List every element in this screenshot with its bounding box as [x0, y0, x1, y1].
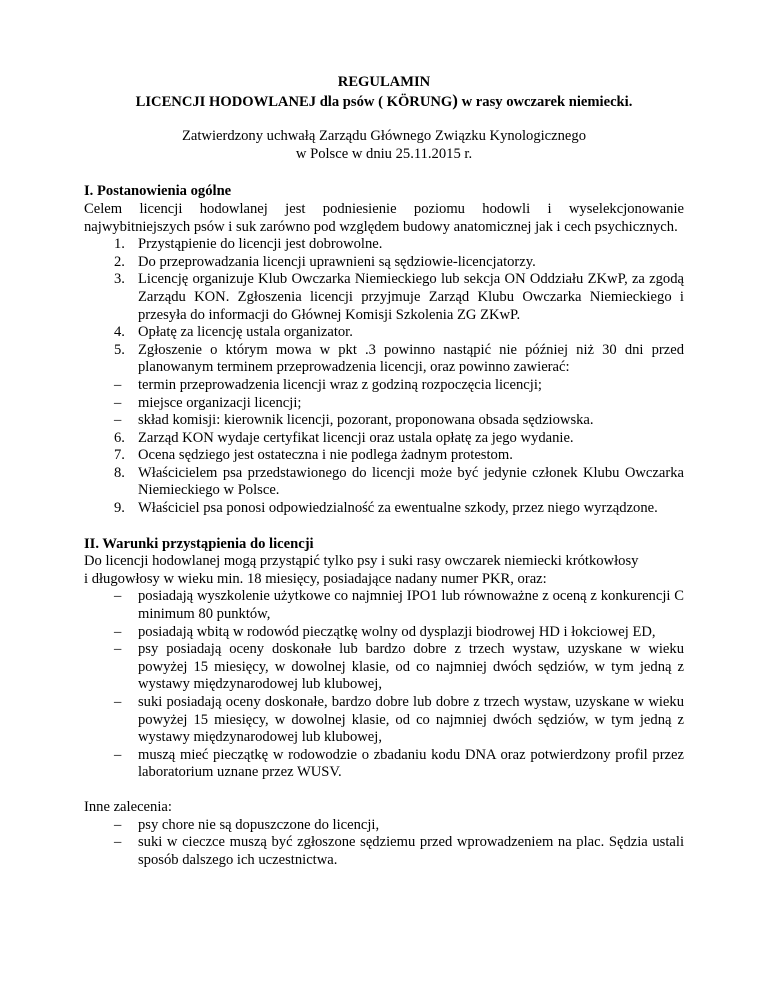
list-item [84, 747, 684, 782]
list-marker: – [114, 746, 122, 763]
list-item [84, 694, 684, 747]
list-marker: – [114, 623, 122, 640]
list-item [84, 500, 684, 518]
list-item-text: muszą mieć pieczątkę w rodowodzie o zbadaniu kodu DNA oraz potwierdzony profil przez laboratorium uznane przez WUSV. [138, 746, 684, 781]
list-item [84, 817, 684, 835]
list-marker: – [114, 641, 122, 658]
list-item [84, 641, 684, 694]
approval-note [84, 128, 684, 163]
list-marker: 3. [114, 271, 125, 288]
list-item-text: suki w cieczce muszą być zgłoszone sędziemu przed wprowadzeniem na plac. Sędzia ustali sposób dalszego ich uczestnictwa. [138, 834, 684, 868]
title-line-2a: LICENCJI HODOWLANEJ dla psów ( KÖRUNG [135, 93, 453, 110]
list-marker: 7. [114, 447, 125, 464]
list-item [84, 395, 684, 413]
approval-line-2: w Polsce w dniu 25.11.2015 r. [295, 145, 473, 162]
list-item-text: Zgłoszenie o którym mowa w pkt .3 powinno nastąpić nie później niż 30 dni przed planowanym terminem przeprowadzenia licencji, oraz powinno zawierać: [138, 341, 684, 376]
list-marker: 4. [114, 324, 125, 341]
section-2-list [84, 588, 684, 782]
list-item-text: miejsce organizacji licencji; [138, 394, 302, 411]
list-item [84, 447, 684, 465]
list-item-text: Do przeprowadzania licencji uprawnieni są sędziowie-licencjatorzy. [138, 253, 536, 270]
list-item-text: suki posiadają oceny doskonałe, bardzo dobre lub dobre z trzech wystaw, uzyskane w wieku powyżej 15 miesięcy, w dowolnej klasie, od co najmniej dwóch sędziów, w tym jedną z wystawy międzynarodowej lub klubowej, [138, 694, 684, 746]
list-marker: – [114, 816, 122, 833]
list-item-text: skład komisji: kierownik licencji, pozorant, proponowana obsada sędziowska. [138, 412, 594, 429]
spacer [84, 782, 684, 799]
list-marker: – [114, 394, 122, 411]
document-title [84, 74, 684, 111]
list-marker: – [114, 694, 122, 710]
list-item-text: psy posiadają oceny doskonałe lub bardzo dobre z trzech wystaw, uzyskane w wieku powyżej 15 miesięcy, w dowolnej klasie, od co najmniej dwóch sędziów, w tym jedną z wystawy międzynarodowej lub klubowej, [138, 641, 684, 693]
other-recommendations-heading: Inne zalecenia: [84, 798, 172, 815]
list-marker: – [114, 834, 122, 851]
list-item-text: termin przeprowadzenia licencji wraz z godziną rozpoczęcia licencji; [138, 376, 542, 393]
title-line-2c: w rasy owczarek niemiecki. [457, 93, 633, 110]
approval-line-1: Zatwierdzony uchwałą Zarządu Głównego Związku Kynologicznego [181, 128, 586, 145]
list-marker: – [114, 588, 122, 605]
list-marker: 8. [114, 464, 125, 481]
list-item [84, 324, 684, 342]
section-1-list [84, 236, 684, 518]
title-paren: ) [452, 90, 458, 110]
list-item-text: Opłatę za licencję ustala organizator. [138, 324, 353, 341]
list-item-text: posiadają wyszkolenie użytkowe co najmniej IPO1 lub równoważne z oceną z konkurencji C minimum 80 punktów, [138, 588, 684, 623]
list-item [84, 430, 684, 448]
list-item [84, 412, 684, 430]
list-item [84, 834, 684, 869]
list-item [84, 624, 684, 642]
list-item-text: Ocena sędziego jest ostateczna i nie podlega żadnym protestom. [138, 447, 513, 464]
title-line-2 [84, 92, 684, 112]
list-item [84, 377, 684, 395]
section-2-intro-2: i długowłosy w wieku min. 18 miesięcy, posiadające nadany numer PKR, oraz: [84, 570, 547, 587]
list-marker: 2. [114, 253, 125, 270]
list-item-text: posiadają wbitą w rodowód pieczątkę wolny od dysplazji biodrowej HD i łokciowej ED, [138, 623, 656, 640]
list-item [84, 342, 684, 377]
list-marker: 6. [114, 429, 125, 446]
list-item-text: Zarząd KON wydaje certyfikat licencji oraz ustala opłatę za jego wydanie. [138, 429, 574, 446]
list-item [84, 465, 684, 500]
list-item-text: Licencję organizuje Klub Owczarka Niemieckiego lub sekcja ON Oddziału ZKwP, za zgodą Zarządu KON. Zgłoszenia licencji przyjmuje Zarząd Klubu Owczarka Niemieckiego i przesyła do informacji do Głównej Komisji Szkolenia ZG ZKwP. [138, 271, 684, 323]
list-item-text: Właściciel psa ponosi odpowiedzialność za ewentualne szkody, przez niego wyrządzone. [138, 500, 658, 517]
section-2-heading: II. Warunki przystąpienia do licencji [84, 535, 314, 552]
section-1-intro: Celem licencji hodowlanej jest podniesienie poziomu hodowli i wyselekcjonowanie najwybitniejszych psów i suk zarówno pod względem budowy anatomicznej jak i cech psychicznych. [84, 200, 684, 235]
section-2-intro-1: Do licencji hodowlanej mogą przystąpić tylko psy i suki rasy owczarek niemiecki krótkowłosy [84, 553, 639, 570]
section-1-heading: I. Postanowienia ogólne [84, 183, 232, 200]
list-item [84, 236, 684, 254]
list-item-text: Przystąpienie do licencji jest dobrowolne. [138, 236, 383, 253]
list-item [84, 254, 684, 272]
list-item [84, 588, 684, 623]
list-marker: 9. [114, 500, 125, 517]
list-marker: – [114, 376, 122, 393]
title-line-1: REGULAMIN [337, 74, 431, 90]
list-marker: 5. [114, 341, 125, 358]
list-item-text: Właścicielem psa przedstawionego do licencji może być jedynie członek Klubu Owczarka Niemieckiego w Polsce. [138, 464, 684, 499]
list-marker: – [114, 412, 122, 429]
other-recommendations-list [84, 817, 684, 870]
list-item-text: psy chore nie są dopuszczone do licencji, [138, 816, 380, 833]
list-item [84, 271, 684, 324]
list-marker: 1. [114, 236, 125, 253]
